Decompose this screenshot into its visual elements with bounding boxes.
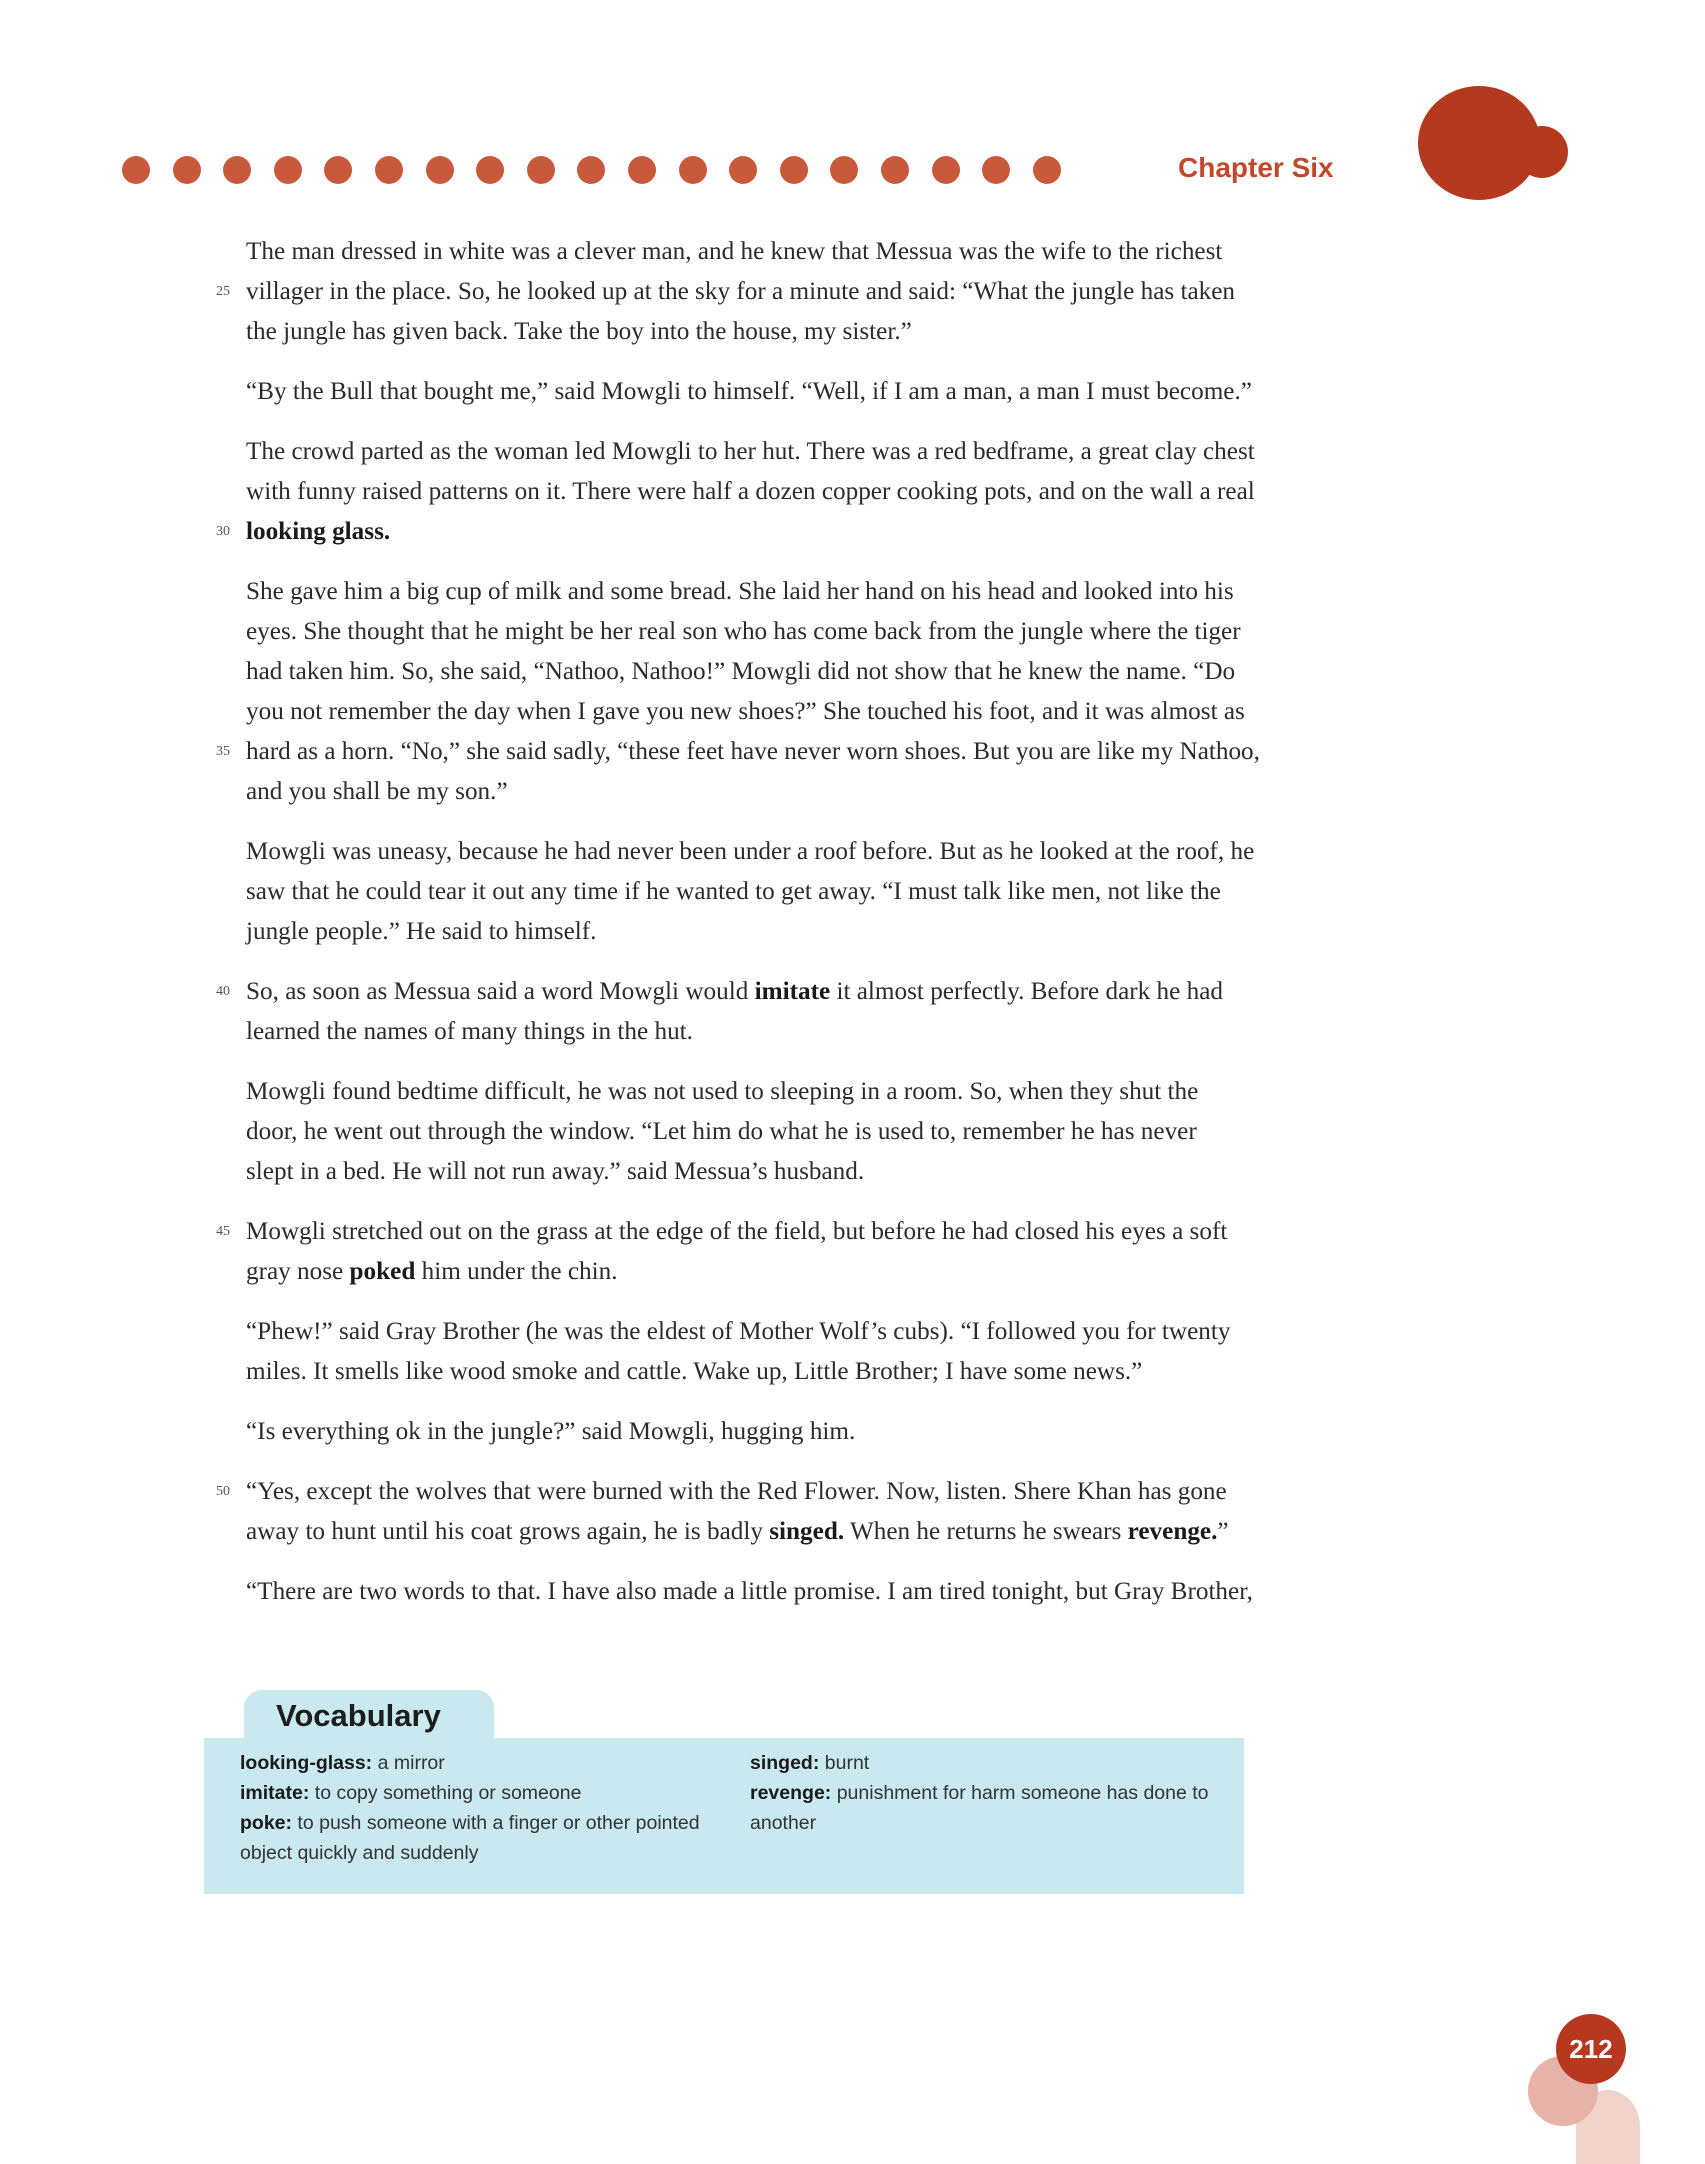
text-line <box>246 232 1416 272</box>
vocabulary-term: poke: <box>240 1812 293 1834</box>
text-segment: away to hunt until his coat grows again, he is badly <box>246 1518 770 1545</box>
decorative-dot <box>173 156 201 184</box>
line-number: 35 <box>216 744 230 759</box>
decorative-dot <box>122 156 150 184</box>
text-segment: learned the names of many things in the hut. <box>246 1018 693 1045</box>
vocabulary-word: imitate <box>754 978 831 1005</box>
text-segment: jungle people.” He said to himself. <box>246 918 597 945</box>
decorative-dot <box>1033 156 1061 184</box>
decorative-dot <box>830 156 858 184</box>
story-paragraph <box>216 232 1416 352</box>
story-paragraph <box>246 1312 1416 1392</box>
decorative-dot <box>780 156 808 184</box>
text-segment: Mowgli was uneasy, because he had never been under a roof before. But as he looked at the roof, he <box>246 838 1255 865</box>
vocabulary-term: revenge: <box>750 1782 832 1804</box>
text-line <box>246 572 1416 612</box>
vocabulary-term: imitate: <box>240 1782 310 1804</box>
story-paragraph <box>246 1072 1416 1192</box>
text-segment: “By the Bull that bought me,” said Mowgli to himself. “Well, if I am a man, a man I must become.” <box>246 378 1252 405</box>
decorative-dot <box>274 156 302 184</box>
decorative-circle-small <box>1516 126 1568 178</box>
vocabulary-column-right <box>750 1748 1220 1838</box>
text-line <box>246 1012 1416 1052</box>
text-line <box>216 512 1416 552</box>
text-line <box>246 1112 1416 1152</box>
story-paragraph <box>216 972 1416 1052</box>
vocabulary-panel <box>204 1738 1244 1894</box>
text-segment: “There are two words to that. I have also made a little promise. I am tired tonight, but Gray Brother, <box>246 1578 1253 1605</box>
text-segment: When he returns he swears <box>844 1518 1128 1545</box>
vocabulary-entry <box>750 1748 1220 1778</box>
text-segment: Mowgli stretched out on the grass at the edge of the field, but before he had closed his eyes a soft <box>246 1218 1228 1245</box>
decorative-dot <box>932 156 960 184</box>
text-line <box>246 772 1416 812</box>
text-segment: hard as a horn. “No,” she said sadly, “these feet have never worn shoes. But you are like my Nathoo, <box>246 738 1260 765</box>
text-segment: slept in a bed. He will not run away.” said Messua’s husband. <box>246 1158 865 1185</box>
text-segment: with funny raised patterns on it. There were half a dozen copper cooking pots, and on the wall a real <box>246 478 1255 505</box>
story-paragraph <box>216 572 1416 812</box>
text-segment: him under the chin. <box>415 1258 618 1285</box>
decorative-dot <box>679 156 707 184</box>
text-segment: it almost perfectly. Before dark he had <box>830 978 1223 1005</box>
vocabulary-definition: to push someone with a finger or other pointed object quickly and suddenly <box>240 1812 700 1864</box>
text-line <box>246 1412 1416 1452</box>
story-paragraph <box>216 432 1416 552</box>
decorative-dot <box>426 156 454 184</box>
text-line <box>216 732 1416 772</box>
story-paragraph <box>216 1472 1416 1552</box>
page-number-badge <box>1556 2014 1626 2084</box>
story-paragraph <box>216 1212 1416 1292</box>
text-line <box>246 1352 1416 1392</box>
text-line <box>246 372 1416 412</box>
text-line <box>246 1512 1416 1552</box>
decorative-dot <box>223 156 251 184</box>
text-line <box>246 832 1416 872</box>
decorative-dot <box>527 156 555 184</box>
story-paragraph <box>246 372 1416 412</box>
text-segment: gray nose <box>246 1258 350 1285</box>
text-segment: saw that he could tear it out any time if he wanted to get away. “I must talk like men, not like the <box>246 878 1221 905</box>
text-line <box>246 872 1416 912</box>
text-line <box>246 1072 1416 1112</box>
story-paragraph <box>246 832 1416 952</box>
text-segment: So, as soon as Messua said a word Mowgli would <box>246 978 755 1005</box>
text-line <box>216 272 1416 312</box>
text-line <box>246 1152 1416 1192</box>
vocabulary-definition: a mirror <box>372 1752 445 1774</box>
text-line <box>216 1472 1416 1512</box>
vocabulary-definition: burnt <box>819 1752 870 1774</box>
text-line <box>246 652 1416 692</box>
text-segment: Mowgli found bedtime difficult, he was not used to sleeping in a room. So, when they shut the <box>246 1078 1199 1105</box>
decorative-dot <box>729 156 757 184</box>
vocabulary-entry <box>240 1748 720 1778</box>
text-segment: villager in the place. So, he looked up at the sky for a minute and said: “What the jungle has taken <box>246 278 1236 305</box>
vocabulary-definition: to copy something or someone <box>309 1782 582 1804</box>
decorative-dot <box>375 156 403 184</box>
decorative-dot <box>628 156 656 184</box>
text-line <box>246 1572 1416 1612</box>
text-line <box>216 1212 1416 1252</box>
text-segment: miles. It smells like wood smoke and cattle. Wake up, Little Brother; I have some news.” <box>246 1358 1143 1385</box>
text-segment: The man dressed in white was a clever man, and he knew that Messua was the wife to the richest <box>246 238 1223 265</box>
vocabulary-entry <box>240 1778 720 1808</box>
text-line <box>246 472 1416 512</box>
text-segment: The crowd parted as the woman led Mowgli to her hut. There was a red bedframe, a great clay chest <box>246 438 1255 465</box>
text-line <box>246 432 1416 472</box>
decorative-dot <box>324 156 352 184</box>
decorative-dot <box>476 156 504 184</box>
line-number: 30 <box>216 524 230 539</box>
story-text <box>216 232 1416 1632</box>
vocabulary-title: Vocabulary <box>276 1698 441 1733</box>
vocabulary-word: poked <box>349 1258 416 1285</box>
decorative-dot <box>577 156 605 184</box>
decorative-dot-row <box>122 156 1062 186</box>
vocabulary-term: looking-glass: <box>240 1752 373 1774</box>
text-segment: “Phew!” said Gray Brother (he was the eldest of Mother Wolf’s cubs). “I followed you for twenty <box>246 1318 1231 1345</box>
decorative-dot <box>881 156 909 184</box>
page-number: 212 <box>1569 2034 1613 2064</box>
text-line <box>246 1312 1416 1352</box>
story-paragraph <box>246 1572 1416 1612</box>
line-number: 40 <box>216 984 230 999</box>
vocabulary-word: revenge. <box>1127 1518 1218 1545</box>
text-line <box>246 312 1416 352</box>
vocabulary-entry <box>750 1778 1220 1838</box>
text-segment: the jungle has given back. Take the boy into the house, my sister.” <box>246 318 912 345</box>
text-line <box>246 612 1416 652</box>
line-number: 50 <box>216 1484 230 1499</box>
text-line <box>246 912 1416 952</box>
line-number: 25 <box>216 284 230 299</box>
text-segment: door, he went out through the window. “Let him do what he is used to, remember he has never <box>246 1118 1197 1145</box>
text-segment: She gave him a big cup of milk and some bread. She laid her hand on his head and looked into his <box>246 578 1234 605</box>
text-segment: eyes. She thought that he might be her real son who has come back from the jungle where the tiger <box>246 618 1241 645</box>
text-segment: had taken him. So, she said, “Nathoo, Nathoo!” Mowgli did not show that he knew the name. “Do <box>246 658 1236 685</box>
text-segment: and you shall be my son.” <box>246 778 508 805</box>
vocabulary-word: looking glass. <box>246 518 391 545</box>
text-segment: ” <box>1217 1518 1229 1545</box>
vocabulary-entry <box>240 1808 720 1868</box>
text-line <box>216 972 1416 1012</box>
vocabulary-definition: punishment for harm someone has done to another <box>750 1782 1209 1834</box>
vocabulary-column-left <box>240 1748 720 1868</box>
text-segment: “Is everything ok in the jungle?” said Mowgli, hugging him. <box>246 1418 856 1445</box>
text-line <box>246 692 1416 732</box>
text-segment: you not remember the day when I gave you new shoes?” She touched his foot, and it was almost as <box>246 698 1245 725</box>
text-line <box>246 1252 1416 1292</box>
decorative-dot <box>982 156 1010 184</box>
vocabulary-term: singed: <box>750 1752 820 1774</box>
chapter-title: Chapter Six <box>1178 152 1334 183</box>
vocabulary-word: singed. <box>769 1518 845 1545</box>
story-paragraph <box>246 1412 1416 1452</box>
line-number: 45 <box>216 1224 230 1239</box>
text-segment: “Yes, except the wolves that were burned with the Red Flower. Now, listen. Shere Khan has gone <box>246 1478 1227 1505</box>
